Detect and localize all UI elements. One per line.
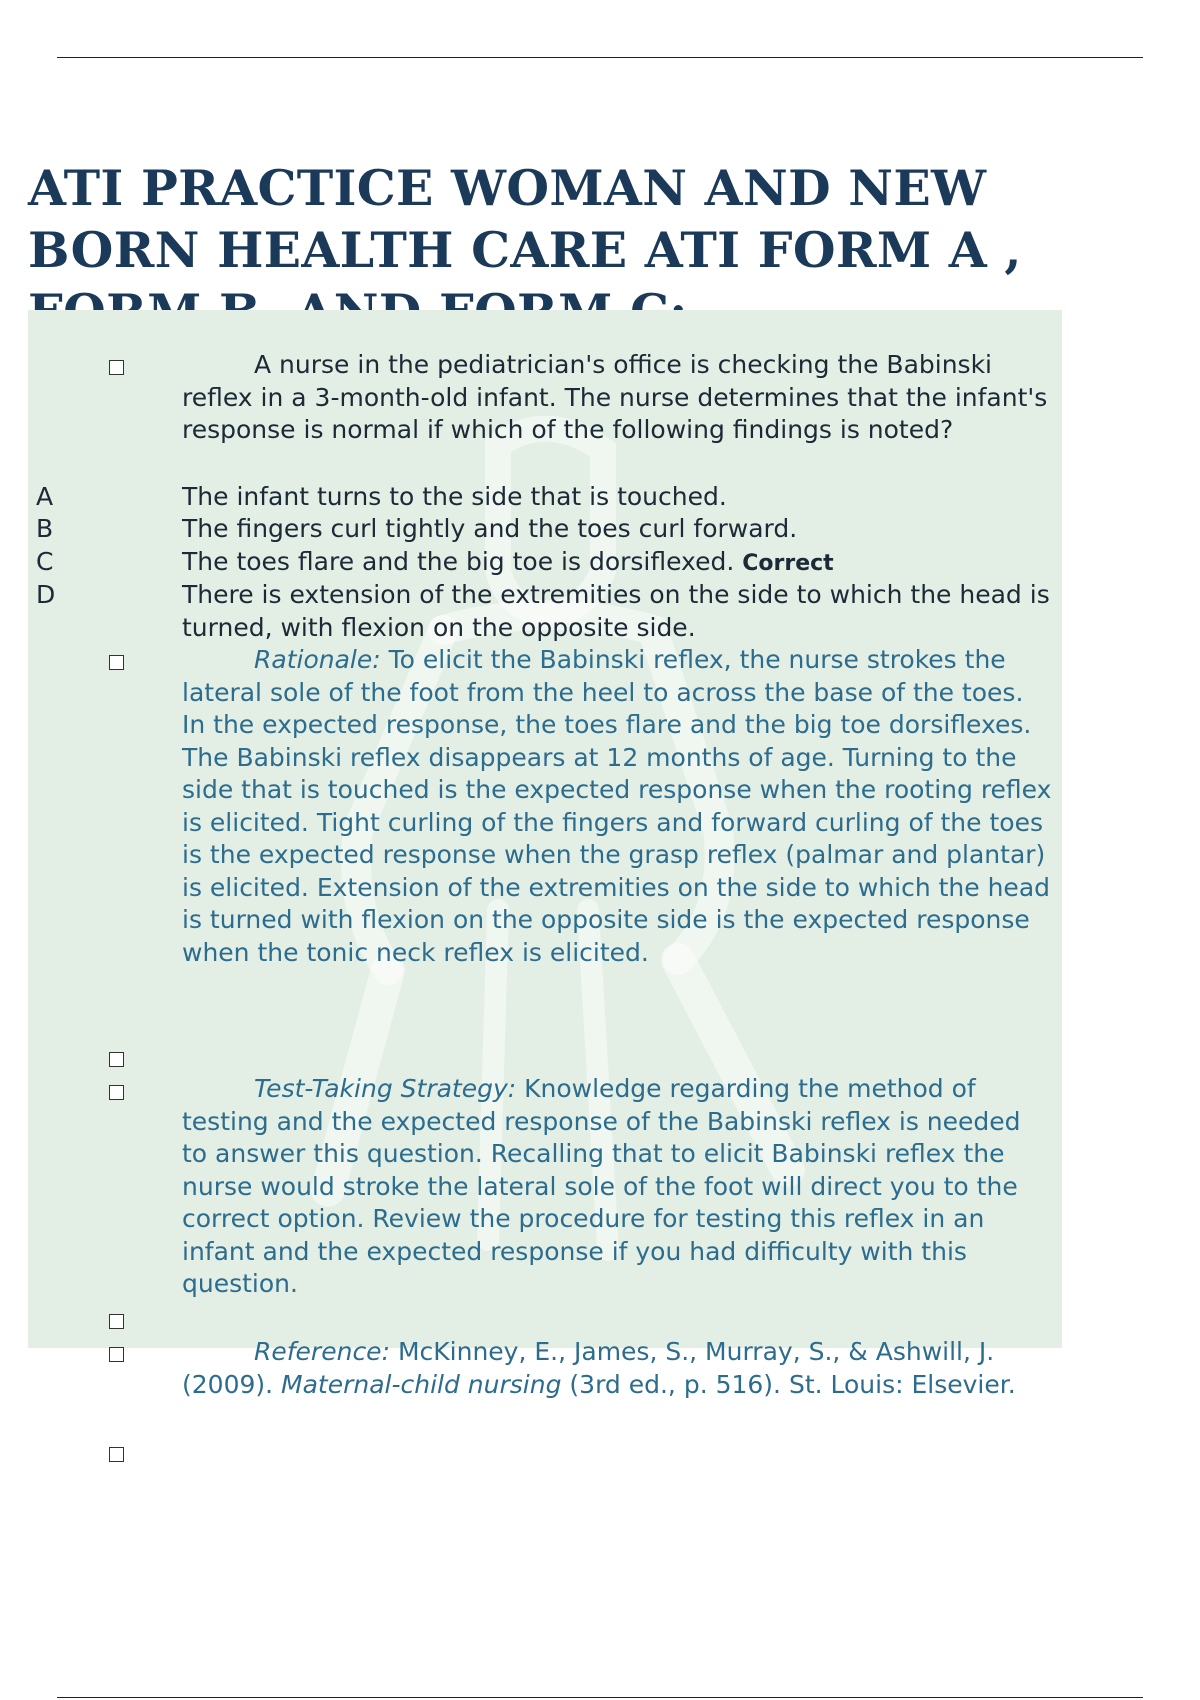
reference-label: Reference: — [254, 1337, 390, 1366]
strategy-label: Test-Taking Strategy: — [254, 1074, 517, 1103]
reference-paragraph: Reference: McKinney, E., James, S., Murray, S., & Ashwill, J. (2009). Maternal-child nursing (3rd ed., p. 516). St. Louis: Elsevier. — [182, 1337, 1016, 1399]
top-rule — [57, 57, 1143, 58]
checkbox-bullet[interactable] — [109, 655, 124, 670]
option-b-text: The fingers curl tightly and the toes curl forward. — [182, 514, 798, 543]
correct-flag: Correct — [742, 551, 834, 576]
strategy-paragraph — [182, 1073, 1052, 1301]
option-d-text: There is extension of the extremities on the side to which the head is turned, with flexion on the opposite side. — [182, 580, 1050, 642]
option-a-text: The infant turns to the side that is touched. — [182, 482, 727, 511]
checkbox-bullet[interactable] — [109, 1447, 124, 1462]
checkbox-bullet[interactable] — [109, 360, 124, 375]
checkbox-bullet[interactable] — [109, 1085, 124, 1100]
checkbox-bullet[interactable] — [109, 1052, 124, 1067]
option-b-letter: B — [36, 514, 54, 543]
checkbox-bullet[interactable] — [109, 1347, 124, 1362]
option-d-letter: D — [36, 580, 56, 609]
option-c-text: The toes flare and the big toe is dorsiflexed. — [182, 547, 735, 576]
checkbox-bullet[interactable] — [109, 1314, 124, 1329]
strategy-text: Knowledge regarding the method of testing and the expected response of the Babinski reflex is needed to answer this question. Recalling that to elicit Babinski reflex the nurse would stroke the lateral sole of the foot will direct you to the correct option. Review the procedure for testing this reflex in an infant and the expected response if you had difficulty with this question. — [182, 1074, 1021, 1298]
rationale-text: To elicit the Babinski reflex, the nurse strokes the lateral sole of the foot from the heel to across the base of the toes. In the expected response, the toes flare and the big toe dorsiflexes. The Babinski reflex disappears at 12 months of age. Turning to the side that is touched is the expected response when the rooting reflex is elicited. Tight curling of the fingers and forward curling of the toes is the expected response when the grasp reflex (palmar and plantar) is elicited. Extension of the extremities on the side to which the head is turned with flexion on the opposite side is the expected response when the tonic neck reflex is elicited. — [182, 645, 1052, 967]
reference-book-title: Maternal-child nursing — [281, 1369, 562, 1399]
rationale-label: Rationale: — [254, 645, 381, 674]
rationale-paragraph — [182, 644, 1052, 969]
option-c-letter: C — [36, 547, 54, 576]
question-text: A nurse in the pediatrician's office is checking the Babinski reflex in a 3-month-old infant. The nurse determines that the infant's response is normal if which of the following findings is noted? — [182, 350, 1048, 444]
option-a-letter: A — [36, 482, 54, 511]
option-c — [182, 546, 1052, 581]
page-title: ATI PRACTICE WOMAN AND NEW BORN HEALTH CARE ATI FORM A , — [28, 159, 1022, 279]
bottom-rule — [57, 1697, 1143, 1698]
